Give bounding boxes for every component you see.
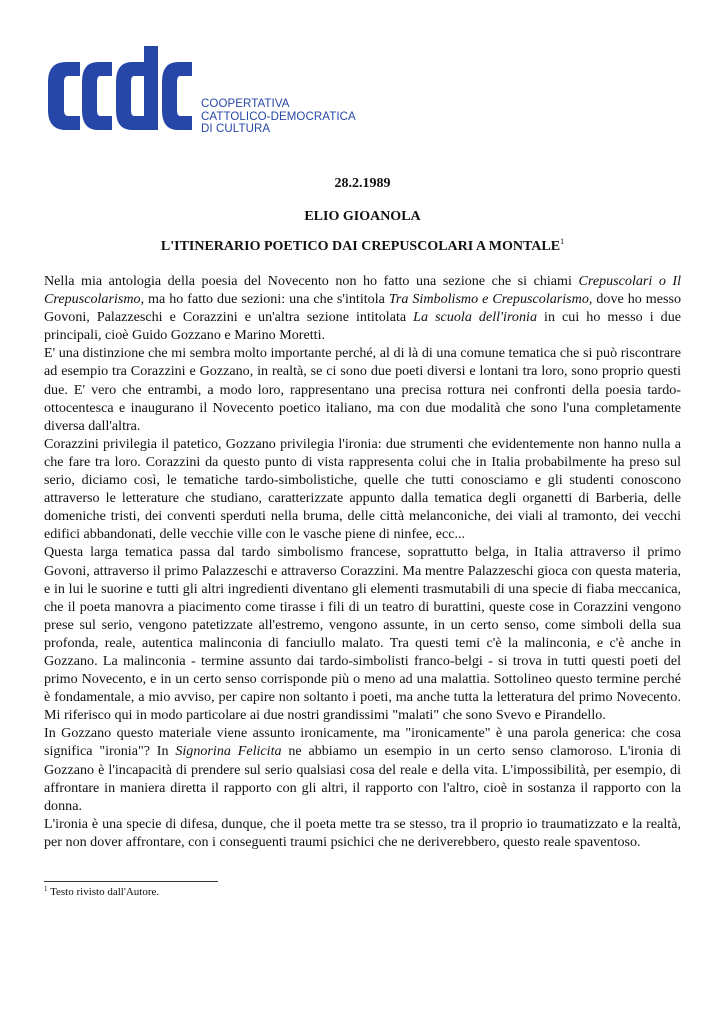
paragraph-text: , ma ho fatto due sezioni: una che s'intitola [140,291,389,308]
paragraph-text: Corazzini privilegia il patetico, Gozzano privilegia l'ironia: due strumenti che evidentemente non hanno nulla a che fare tra loro. Corazzini da questo punto di vista rappresenta colui che in Italia probabilmente ha preso sul serio, diciamo così, le tematiche tardo-simbolistiche, quelle che tutti conosciamo e gli studenti conoscono attraverso le letterature che studiano, caratterizzate appunto dalla tematica degli organetti di Barberia, delle domeniche tristi, dei conventi sperduti nella bruma, delle città melanconiche, dei viali al tramonto, dei vecchi edifici abbandonati, delle vecchie ville con le vasche piene di ninfee, ecc... [44,435,681,543]
paragraph-text: dove ho messo Govoni, Palazzeschi e Corazzini e un'altra sezione intitolata [44,291,681,326]
italic-title-text: Signorina Felicita [175,743,282,760]
ccdc-logo-mark [44,44,194,144]
author-name: ELIO GIOANOLA [304,209,421,224]
body-paragraph [44,724,681,814]
italic-title-text: Tra Simbolismo e Crepuscolarismo, [388,291,593,308]
paragraph-text: ne abbiamo un esempio in un certo senso clamoroso. L'ironia di Gozzano è l'incapacità di prendere sul serio qualsiasi cosa del reale e della vita. L'impossibilità, per esempio, di affrontare in maniera diretta il rapporto con gli altri, il rapporto con l'altro, cioè in sostanza il rapporto con la donna. [44,743,681,814]
logo-line-1: COOPERTATIVA [201,98,290,110]
logo-line-3: DI CULTURA [201,123,271,136]
paragraph-text: In Gozzano questo materiale viene assunto ironicamente, ma "ironicamente" è una parola generica: che cosa significa "ironia"? In [44,725,681,760]
body-text [44,272,681,851]
footnote-divider [44,881,218,882]
document-title [44,239,681,255]
body-paragraph [44,815,681,851]
paragraph-text: in cui ho messo i due principali, cioè Guido Gozzano e Marino Moretti. [44,309,681,344]
title-text: L'ITINERARIO POETICO DAI CREPUSCOLARI A MONTALE [160,239,561,254]
footnote-marker: 1 [560,237,565,246]
document-date: 28.2.1989 [334,176,391,191]
ccdc-logo [44,44,374,144]
paragraph-text: L'ironia è una specie di difesa, dunque, che il poeta mette tra se stesso, tra il proprio io traumatizzato e la realtà, per non dover affrontare, con i conseguenti traumi psichici che ne deriverebbero, questo reale spaventoso. [44,815,681,850]
body-paragraph [44,543,681,724]
footnote-text: Testo rivisto dall'Autore. [50,886,160,898]
paragraph-text: Nella mia antologia della poesia del Novecento non ho fatto una sezione che si chiami [44,273,579,289]
italic-title-text: Crepuscolari o Il Crepuscolarismo [44,273,681,308]
footnote-number: 1 [44,885,48,893]
body-paragraph [44,435,681,544]
footnote [44,886,159,898]
italic-title-text: La scuola dell'ironia [413,309,537,326]
paragraph-text: Questa larga tematica passa dal tardo simbolismo francese, soprattutto belga, in Italia attraverso il primo Govoni, attraverso il primo Palazzeschi e attraverso Corazzini. Ma mentre Palazzeschi gioca con questa materia, e in lui le suorine e tutti gli altri ingredienti diventano gli elementi trasmutabili di una specie di fiaba meccanica, che il poeta manovra a piacimento come tirasse i fili di un teatro di burattini, queste cose in Corazzini vengono prese sul serio, vengono patetizzate all'estremo, vengono assunte, in un certo senso, come simboli della sua profonda, reale, autentica malinconia di fanciullo malato. Tra questi temi c'è la malinconia, e c'è anche in Gozzano. La malinconia - termine assunto dai tardo-simbolisti franco-belgi - si trova in tutti questi poeti del primo Novecento, e in un certo senso corrisponde più o meno ad una malattia. Sottolineo questo termine perché è fondamentale, a mio avviso, per capire non soltanto i poeti, ma anche tutta la letteratura del primo Novecento. Mi riferisco qui in modo particolare ai due nostri grandissimi "malati" che sono Svevo e Pirandello. [44,544,681,724]
body-paragraph [44,272,681,344]
paragraph-text: E' una distinzione che mi sembra molto importante perché, al di là di una comune tematica che si può riscontrare ad esempio tra Corazzini e Gozzano, in realtà, se ci sono due poeti diversi e lontani tra loro, sono proprio questi due. E' vero che entrambi, a modo loro, rappresentano una precisa rottura nei confronti della poesia tardo-ottocentesca e inaugurano il Novecento poetico italiano, ma con due modalità che sono l'una completamente diversa dall'altra. [44,345,681,434]
body-paragraph [44,344,681,434]
logo-line-2: CATTOLICO-DEMOCRATICA [201,110,356,123]
logo-wordmark [201,98,356,136]
